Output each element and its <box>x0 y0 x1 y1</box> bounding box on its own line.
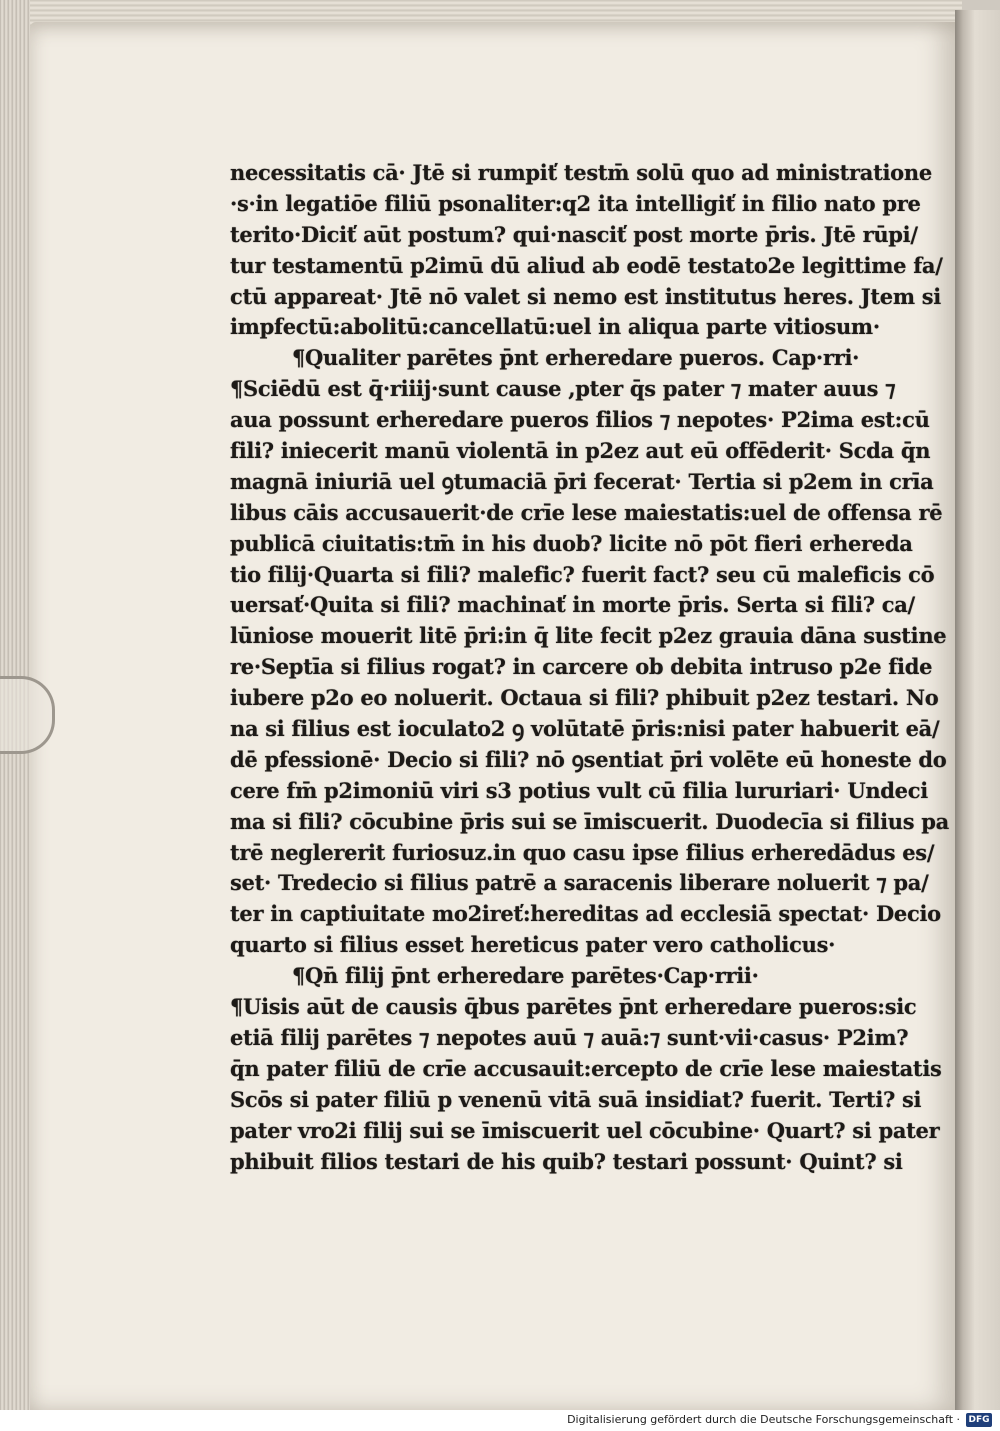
dfg-logo: DFG <box>966 1413 992 1427</box>
text-line: cere fm̄ p2imoniū viri s3 potius vult cū filia lururiari· Undeci <box>230 777 928 803</box>
text-line: pater vro2i filij sui se īmiscuerit uel cōcubine· Quart? si pater <box>230 1117 940 1143</box>
text-line: magnā iniuriā uel ꝯtumaciā p̄ri fecerat· Tertia si p2em in crīa <box>230 468 934 494</box>
text-line: libus cāis accusauerit·de crīe lese maiestatis:uel de offensa rē <box>230 499 943 525</box>
text-line: iubere p2o eo noluerit. Octaua si fili? phibuit p2ez testari. No <box>230 685 939 711</box>
text-line: set· Tredecio si filius patrē a saracenis liberare noluerit ⁊ pa/ <box>230 870 929 896</box>
text-line: ·s·in legatiōe filiū psonaliter:q2 ita intelligiť in filio nato pre <box>230 190 921 216</box>
text-line: re·Septīa si filius rogat? in carcere ob debita intruso p2e fide <box>230 654 933 680</box>
text-line: etiā filij parētes ⁊ nepotes auū ⁊ auā:⁊ sunt·vii·casus· P2im? <box>230 1024 909 1050</box>
text-line: ¶Qualiter parētes p̄nt erheredare pueros. Cap·rri· <box>292 345 860 371</box>
text-line: na si filius est ioculato2 ꝯ volūtatē p̄ris:nisi pater habuerit eā/ <box>230 716 940 742</box>
text-line: tio filij·Quarta si fili? malefic? fuerit fact? seu cū maleficis cō <box>230 561 935 587</box>
text-line: aua possunt erheredare pueros filios ⁊ nepotes· P2ima est:cū <box>230 407 930 433</box>
text-line: ctū appareat· Jtē nō valet si nemo est institutus heres. Jtem si <box>230 283 941 309</box>
text-line: trē neglererit furiosuz.in quo casu ipse filius erheredādus es/ <box>230 839 935 865</box>
text-line: ¶Sciēdū est q̄·riiij·sunt cause ,pter q̄s pater ⁊ mater auus ⁊ <box>230 376 896 402</box>
text-line: necessitatis cā· Jtē si rumpiť testm̄ solū quo ad ministratione <box>230 160 932 185</box>
text-line: uersať·Quita si fili? machinať in morte p̄ris. Serta si fili? ca/ <box>230 592 915 618</box>
text-line: quarto si filius esset hereticus pater vero catholicus· <box>230 932 836 958</box>
page-text-block <box>230 158 949 1177</box>
page-gutter <box>955 10 1000 1410</box>
text-line: ¶Qn̄ filij p̄nt erheredare parētes·Cap·rrii· <box>292 963 759 989</box>
text-line: phibuit filios testari de his quib? testari possunt· Quint? si <box>230 1148 903 1174</box>
text-line: tur testamentū p2imū dū aliud ab eodē testato2e legittime fa/ <box>230 252 943 278</box>
text-line: Scōs si pater filiū p venenū vitā suā insidiat? fuerit. Terti? si <box>230 1086 922 1112</box>
text-line: lūniose mouerit litē p̄ri:in q̄ lite fecit p2ez grauia dāna sustine <box>230 623 947 649</box>
text-line: impfectū:abolitū:cancellatū:uel in aliqua parte vitiosum· <box>230 314 880 340</box>
funding-credit: Digitalisierung gefördert durch die Deutsche Forschungsgemeinschaft · <box>567 1413 960 1426</box>
text-line: publicā ciuitatis:tm̄ in his duob? licite nō pōt fieri erhereda <box>230 530 913 556</box>
text-line: fili? iniecerit manū violentā in p2ez aut eū offēderit· Scda q̄n <box>230 438 931 464</box>
text-line: terito·Diciť aūt postum? qui·nasciť post morte p̄ris. Jtē rūpi/ <box>230 221 918 247</box>
text-line: q̄n pater filiū de crīe accusauit:ercepto de crīe lese maiestatis <box>230 1055 942 1081</box>
text-line: ¶Uisis aūt de causis q̄bus parētes p̄nt erheredare pueros:sic <box>230 994 917 1020</box>
text-line: dē pfessionē· Decio si fili? nō ꝯsentiat p̄ri volēte eū honeste do <box>230 746 947 772</box>
text-line: ter in captiuitate mo2ireť:hereditas ad ecclesiā spectat· Decio <box>230 901 941 927</box>
footer-bar <box>0 1410 1000 1431</box>
text-line: ma si fili? cōcubine p̄ris sui se īmiscuerit. Duodecīa si filius pa <box>230 808 949 834</box>
